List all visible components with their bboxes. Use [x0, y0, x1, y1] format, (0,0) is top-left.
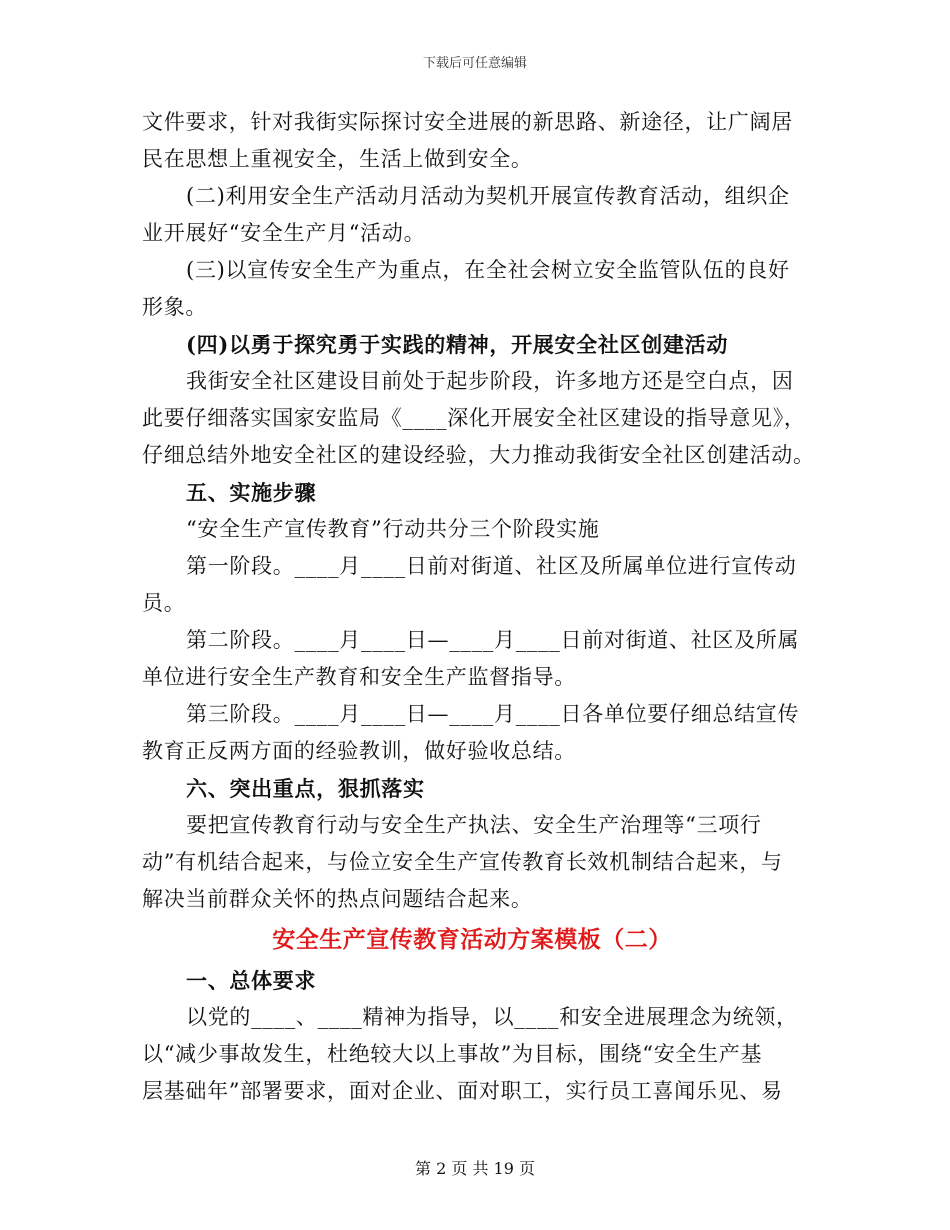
- text-line: 文件要求，针对我街实际探讨安全进展的新思路、新途径，让广阔居: [142, 110, 793, 134]
- text-line: 要把宣传教育行动与安全生产执法、安全生产治理等“三项行: [186, 813, 762, 837]
- text-line: 教育正反两方面的经验教训，做好验收总结。: [142, 739, 576, 763]
- text-line: (三)以宣传安全生产为重点，在全社会树立安全监管队伍的良好: [186, 258, 790, 282]
- header-note: 下载后可任意编辑: [422, 56, 527, 71]
- section-heading: 六、突出重点，狠抓落实: [186, 776, 425, 801]
- text-line: 第二阶段。____月____日—____月____日前对街道、社区及所属: [186, 628, 800, 652]
- text-line: (二)利用安全生产活动月活动为契机开展宣传教育活动，组织企: [186, 184, 790, 208]
- body-text-block-second: [142, 962, 802, 1110]
- text-line: 动”有机结合起来，与俭立安全生产宣传教育长效机制结合起来，与: [142, 850, 783, 874]
- section-heading: (四)以勇于探究勇于实践的精神，开展安全社区创建活动: [186, 332, 729, 357]
- document-body: [142, 104, 815, 1110]
- text-line: 业开展好“安全生产月“活动。: [142, 221, 426, 245]
- text-line: 第三阶段。____月____日—____月____日各单位要仔细总结宣传: [186, 702, 800, 726]
- section-title: 安全生产宣传教育活动方案模板（二）: [272, 926, 672, 953]
- text-line: 形象。: [142, 295, 208, 319]
- text-line: 第一阶段。____月____日前对街道、社区及所属单位进行宣传动: [186, 554, 797, 578]
- page-footer: 第 2 页 共 19 页: [415, 1159, 535, 1178]
- text-line: 单位进行安全生产教育和安全生产监督指导。: [142, 665, 576, 689]
- text-line: 员。: [142, 591, 186, 615]
- text-line: 此要仔细落实国家安监局《____深化开展安全社区建设的指导意见》，: [142, 406, 806, 430]
- text-line: 层基础年”部署要求，面对企业、面对职工，实行员工喜闻乐见、易: [142, 1079, 783, 1103]
- text-line: 仔细总结外地安全社区的建设经验，大力推动我街安全社区创建活动。: [142, 443, 815, 467]
- text-line: 民在思想上重视安全，生活上做到安全。: [142, 147, 533, 171]
- section-heading: 一、总体要求: [186, 968, 317, 993]
- text-line: 解决当前群众关怀的热点问题结合起来。: [142, 887, 533, 911]
- text-line: “安全生产宣传教育”行动共分三个阶段实施: [186, 517, 600, 541]
- text-line: 以党的____、____精神为指导，以____和安全进展理念为统领，: [186, 1005, 798, 1029]
- body-text-block: [142, 104, 815, 918]
- text-line: 我街安全社区建设目前处于起步阶段，许多地方还是空白点，因: [186, 369, 794, 393]
- section-heading: 五、实施步骤: [186, 480, 317, 505]
- text-line: 以“减少事故发生，杜绝较大以上事故”为目标，围绕“安全生产基: [142, 1042, 763, 1066]
